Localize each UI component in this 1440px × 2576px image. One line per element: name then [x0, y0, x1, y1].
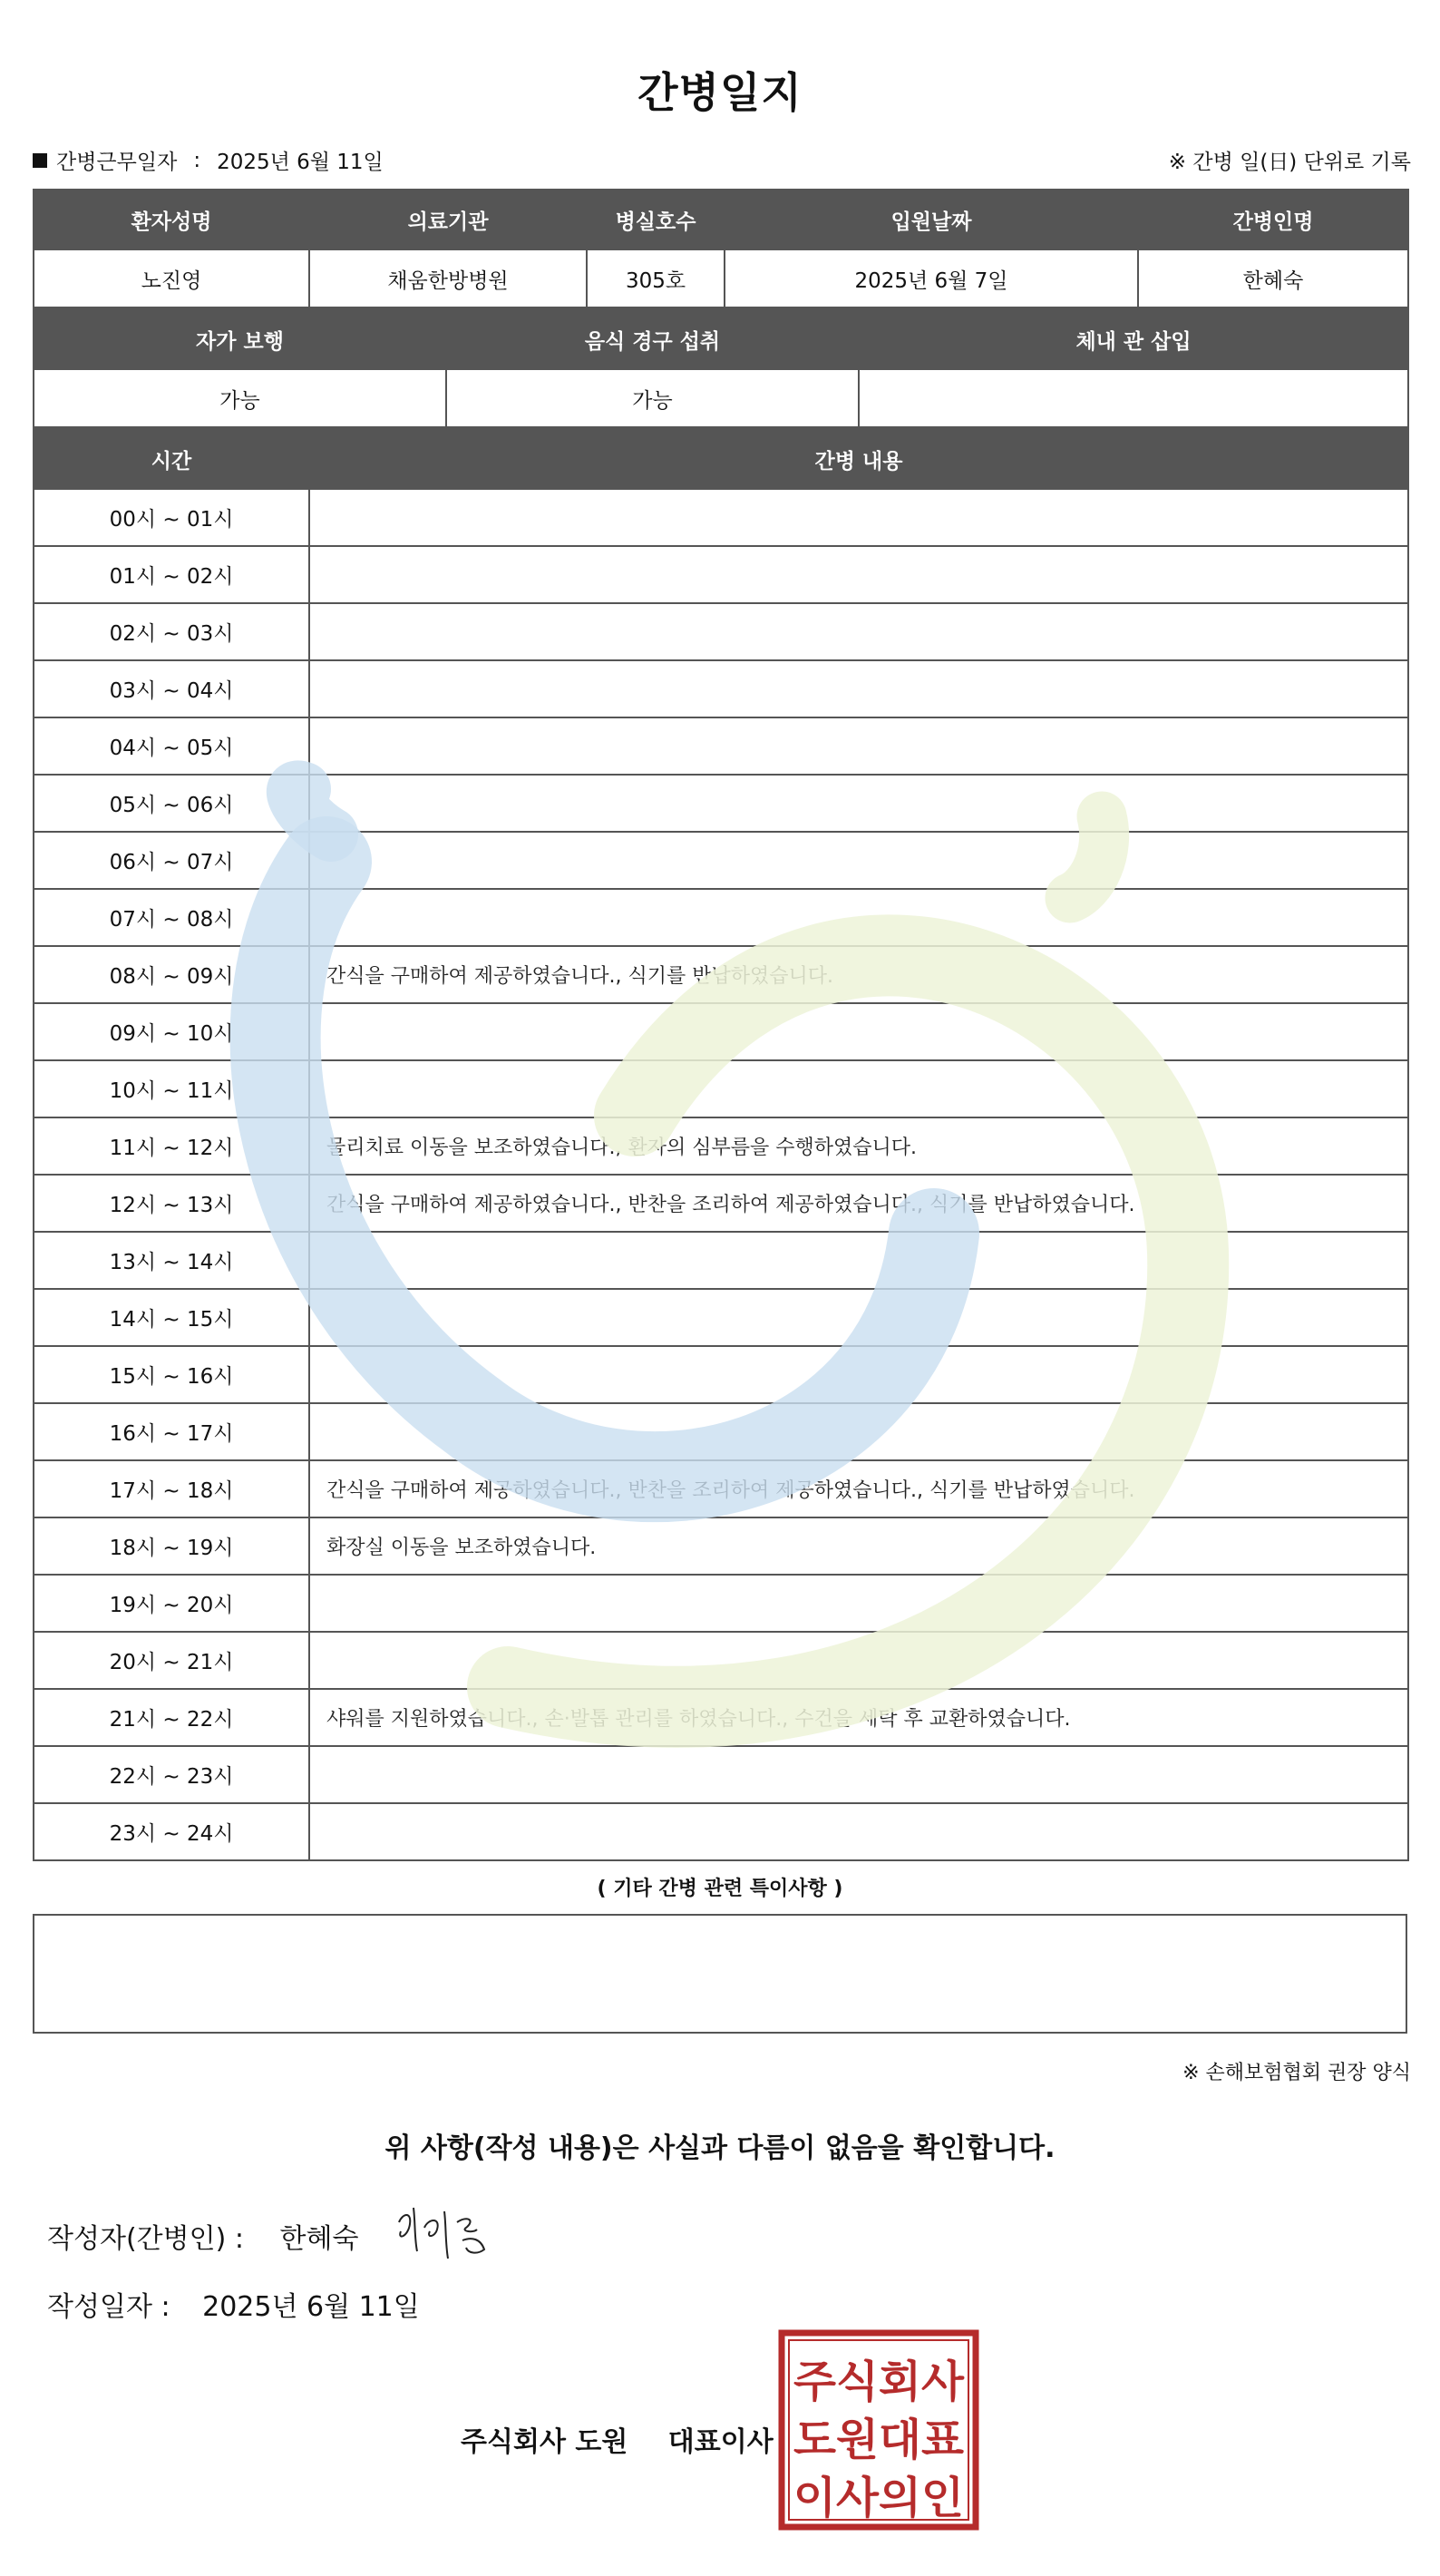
- care-content-cell: [309, 489, 1408, 546]
- care-log-row: [34, 889, 1408, 946]
- header-tube-insertion: 체내 관 삽입: [859, 309, 1408, 369]
- care-log-header-row: [34, 429, 1408, 489]
- care-log-row: [34, 1003, 1408, 1060]
- patient-info-table: [33, 189, 1409, 308]
- care-log-row: [34, 1746, 1408, 1803]
- care-log-row: [34, 717, 1408, 775]
- header-time: 시간: [34, 429, 309, 489]
- time-cell: 19시 ~ 20시: [34, 1575, 309, 1632]
- header-caregiver-name: 간병인명: [1138, 190, 1408, 249]
- care-log-row: [34, 1346, 1408, 1403]
- care-content-cell: [309, 1746, 1408, 1803]
- care-log-row: [34, 546, 1408, 603]
- care-log-row: [34, 1289, 1408, 1346]
- seal-line-3: 이사의인: [793, 2473, 964, 2523]
- care-content-cell: [309, 717, 1408, 775]
- patient-status-table: [33, 308, 1409, 428]
- time-cell: 13시 ~ 14시: [34, 1232, 309, 1289]
- patient-status-value-row: [34, 369, 1408, 427]
- care-content-cell: [309, 832, 1408, 889]
- care-content-cell: [309, 660, 1408, 717]
- care-log-row: [34, 489, 1408, 546]
- care-log-body: [34, 489, 1408, 1860]
- work-date-label: 간병근무일자: [56, 151, 178, 174]
- care-content-cell: [309, 1403, 1408, 1460]
- time-cell: 06시 ~ 07시: [34, 832, 309, 889]
- time-cell: 05시 ~ 06시: [34, 775, 309, 832]
- confirmation-statement: 위 사항(작성 내용)은 사실과 다름이 없음을 확인합니다.: [384, 2132, 1056, 2164]
- written-date-line: [47, 2284, 420, 2324]
- care-log-row: [34, 1575, 1408, 1632]
- care-log-row: [34, 1175, 1408, 1232]
- time-cell: 02시 ~ 03시: [34, 603, 309, 660]
- care-content-cell: [309, 1575, 1408, 1632]
- seal-line-1: 주식회사: [793, 2356, 965, 2407]
- time-cell: 21시 ~ 22시: [34, 1689, 309, 1746]
- writer-label: 작성자(간병인) :: [47, 2223, 244, 2255]
- writer-name: 한혜숙: [279, 2223, 359, 2255]
- care-log-row: [34, 1517, 1408, 1575]
- notes-box: [33, 1914, 1407, 2034]
- self-walking-cell: 가능: [34, 369, 446, 427]
- time-cell: 14시 ~ 15시: [34, 1289, 309, 1346]
- care-content-cell: 샤워를 지원하였습니다., 손·발톱 관리를 하였습니다., 수건을 세탁 후 교환하였습니다.: [309, 1689, 1408, 1746]
- care-content-cell: 간식을 구매하여 제공하였습니다., 반찬을 조리하여 제공하였습니다., 식기를 반납하였습니다.: [309, 1175, 1408, 1232]
- form-source-note: ※ 손해보험협회 권장 양식: [1182, 2062, 1411, 2084]
- work-date-value: 2025년 6월 11일: [217, 151, 384, 174]
- time-cell: 16시 ~ 17시: [34, 1403, 309, 1460]
- care-log-row: [34, 775, 1408, 832]
- work-date-separator: :: [193, 148, 201, 172]
- company-seal: [778, 2329, 979, 2531]
- time-cell: 22시 ~ 23시: [34, 1746, 309, 1803]
- company-role: 대표이사: [667, 2426, 774, 2458]
- care-content-cell: [309, 1060, 1408, 1117]
- handwritten-signature: [390, 2195, 508, 2268]
- header-self-walking: 자가 보행: [34, 309, 446, 369]
- care-log-row: [34, 1803, 1408, 1860]
- care-log-row: [34, 1060, 1408, 1117]
- time-cell: 10시 ~ 11시: [34, 1060, 309, 1117]
- care-log-row: [34, 832, 1408, 889]
- work-date-line: [33, 145, 384, 175]
- company-line: [461, 2419, 774, 2459]
- header-care-content: 간병 내용: [309, 429, 1408, 489]
- time-cell: 23시 ~ 24시: [34, 1803, 309, 1860]
- time-cell: 18시 ~ 19시: [34, 1517, 309, 1575]
- tube-insertion-cell: [859, 369, 1408, 427]
- company-name: 주식회사 도원: [461, 2426, 628, 2458]
- care-content-cell: [309, 1232, 1408, 1289]
- caregiver-name-cell: 한혜숙: [1138, 249, 1408, 307]
- care-log-row: [34, 1403, 1408, 1460]
- care-content-cell: 화장실 이동을 보조하였습니다.: [309, 1517, 1408, 1575]
- care-content-cell: [309, 1803, 1408, 1860]
- admission-date-cell: 2025년 6월 7일: [725, 249, 1138, 307]
- page-title: 간병일지: [637, 68, 803, 117]
- care-content-cell: [309, 1632, 1408, 1689]
- writer-line: [47, 2216, 358, 2256]
- care-content-cell: [309, 1346, 1408, 1403]
- time-cell: 00시 ~ 01시: [34, 489, 309, 546]
- header-room-number: 병실호수: [587, 190, 725, 249]
- care-log-row: [34, 1632, 1408, 1689]
- written-date-label: 작성일자 :: [47, 2291, 170, 2323]
- hospital-cell: 채움한방병원: [309, 249, 587, 307]
- time-cell: 12시 ~ 13시: [34, 1175, 309, 1232]
- time-cell: 01시 ~ 02시: [34, 546, 309, 603]
- care-log-row: [34, 603, 1408, 660]
- patient-info-value-row: [34, 249, 1408, 307]
- time-cell: 20시 ~ 21시: [34, 1632, 309, 1689]
- time-cell: 11시 ~ 12시: [34, 1117, 309, 1175]
- seal-line-2: 도원대표: [793, 2415, 965, 2465]
- oral-intake-cell: 가능: [446, 369, 859, 427]
- care-log-row: [34, 1689, 1408, 1746]
- care-content-cell: 간식을 구매하여 제공하였습니다., 식기를 반납하였습니다.: [309, 946, 1408, 1003]
- care-log-row: [34, 660, 1408, 717]
- patient-name-cell: 노진영: [34, 249, 309, 307]
- care-content-cell: [309, 1289, 1408, 1346]
- time-cell: 07시 ~ 08시: [34, 889, 309, 946]
- care-content-cell: [309, 546, 1408, 603]
- care-content-cell: 물리치료 이동을 보조하였습니다., 환자의 심부름을 수행하였습니다.: [309, 1117, 1408, 1175]
- notes-title: ( 기타 간병 관련 특이사항 ): [597, 1878, 843, 1900]
- care-log-row: [34, 1117, 1408, 1175]
- square-bullet-icon: [33, 153, 47, 168]
- care-log-row: [34, 1232, 1408, 1289]
- care-log-row: [34, 1460, 1408, 1517]
- patient-status-header-row: [34, 309, 1408, 369]
- patient-info-header-row: [34, 190, 1408, 249]
- written-date-value: 2025년 6월 11일: [202, 2291, 420, 2323]
- header-admission-date: 입원날짜: [725, 190, 1138, 249]
- header-patient-name: 환자성명: [34, 190, 309, 249]
- header-oral-intake: 음식 경구 섭취: [446, 309, 859, 369]
- time-cell: 03시 ~ 04시: [34, 660, 309, 717]
- care-content-cell: [309, 603, 1408, 660]
- care-content-cell: [309, 775, 1408, 832]
- care-content-cell: [309, 1003, 1408, 1060]
- care-log-table: [33, 428, 1409, 1861]
- care-content-cell: [309, 889, 1408, 946]
- time-cell: 09시 ~ 10시: [34, 1003, 309, 1060]
- care-content-cell: 간식을 구매하여 제공하였습니다., 반찬을 조리하여 제공하였습니다., 식기를 반납하였습니다.: [309, 1460, 1408, 1517]
- time-cell: 15시 ~ 16시: [34, 1346, 309, 1403]
- care-log-row: [34, 946, 1408, 1003]
- time-cell: 08시 ~ 09시: [34, 946, 309, 1003]
- header-hospital: 의료기관: [309, 190, 587, 249]
- unit-note: ※ 간병 일(日) 단위로 기록: [1168, 151, 1411, 174]
- room-number-cell: 305호: [587, 249, 725, 307]
- time-cell: 04시 ~ 05시: [34, 717, 309, 775]
- time-cell: 17시 ~ 18시: [34, 1460, 309, 1517]
